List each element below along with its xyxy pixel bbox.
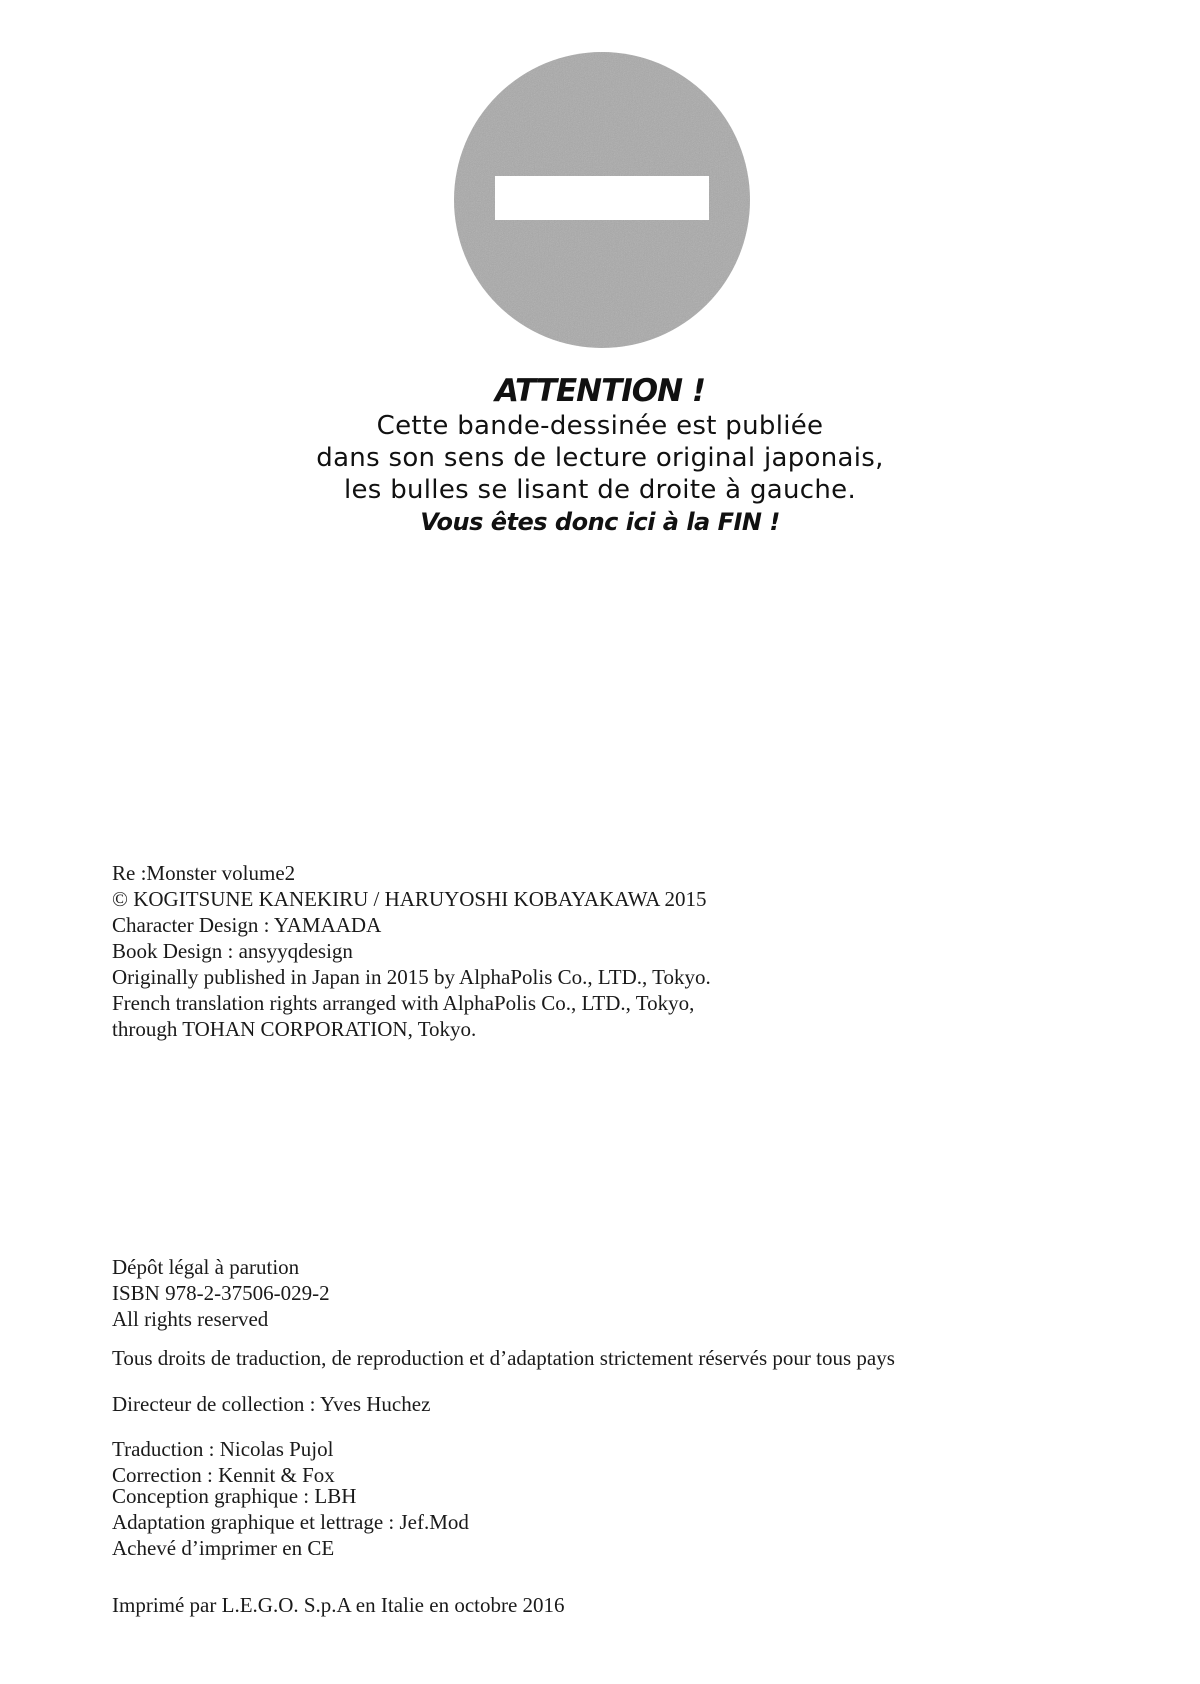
translator: Traduction : Nicolas Pujol [112, 1437, 334, 1461]
reproduction-rights [112, 1345, 895, 1371]
reading-direction-notice [250, 372, 950, 538]
translation-rights-line: French translation rights arranged with AlphaPolis Co., LTD., Tokyo, [112, 991, 695, 1015]
notice-emphasis: Vous êtes donc ici à la FIN ! [420, 508, 780, 536]
sign-bar [495, 176, 709, 220]
notice-line: Cette bande-dessinée est publiée [376, 411, 824, 441]
book-design-line: Book Design : ansyyqdesign [112, 939, 353, 963]
printer-credit [112, 1592, 565, 1618]
graphic-design: Conception graphique : LBH [112, 1484, 357, 1508]
legal-block [112, 1254, 330, 1332]
notice-line: dans son sens de lecture original japonais, [316, 443, 884, 473]
notice-line: les bulles se lisant de droite à gauche. [343, 475, 857, 505]
corrector: Correction : Kennit & Fox [112, 1463, 335, 1487]
copyright-line: © KOGITSUNE KANEKIRU / HARUYOSHI KOBAYAKAWA 2015 [112, 887, 707, 911]
collection-director-text: Directeur de collection : Yves Huchez [112, 1392, 431, 1416]
printed-in: Achevé d’imprimer en CE [112, 1536, 335, 1560]
design-credits [112, 1483, 469, 1561]
translation-credits [112, 1436, 335, 1488]
no-entry-sign-icon [452, 50, 752, 350]
agency-line: through TOHAN CORPORATION, Tokyo. [112, 1017, 477, 1041]
lettering: Adaptation graphique et lettrage : Jef.Mod [112, 1510, 469, 1534]
printer-text: Imprimé par L.E.G.O. S.p.A en Italie en octobre 2016 [112, 1593, 565, 1617]
all-rights-reserved: All rights reserved [112, 1307, 269, 1331]
reproduction-rights-text: Tous droits de traduction, de reproduction et d’adaptation strictement réservés pour tous pays [112, 1346, 895, 1370]
collection-director [112, 1391, 430, 1417]
credits-block [112, 860, 711, 1042]
original-publication-line: Originally published in Japan in 2015 by AlphaPolis Co., LTD., Tokyo. [112, 965, 711, 989]
legal-deposit: Dépôt légal à parution [112, 1255, 300, 1279]
notice-title: ATTENTION ! [494, 373, 706, 409]
isbn: ISBN 978-2-37506-029-2 [112, 1281, 330, 1305]
character-design-line: Character Design : YAMAADA [112, 913, 382, 937]
book-title: Re :Monster volume2 [112, 861, 296, 885]
